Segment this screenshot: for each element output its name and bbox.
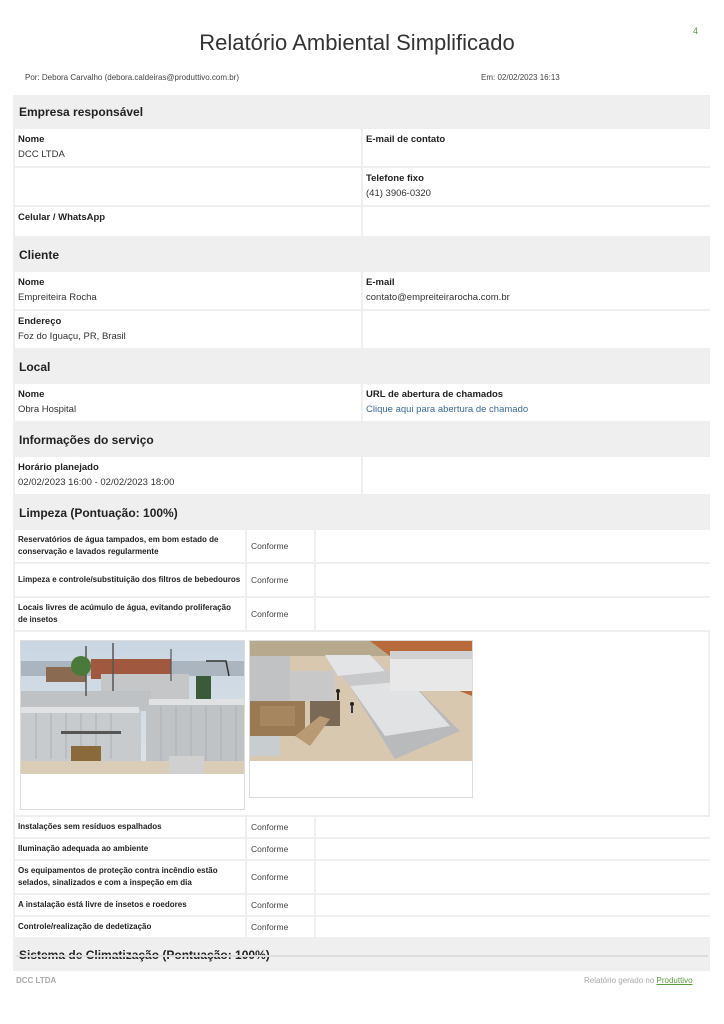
cliente-grid (15, 272, 708, 348)
produttivo-link[interactable]: Produttivo (656, 976, 693, 985)
empresa-empty-cell (15, 168, 361, 205)
field-value: contato@empreiteirarocha.com.br (366, 292, 510, 303)
empresa-telefone-cell (363, 168, 710, 205)
checklist-answer: Conforme (247, 839, 314, 859)
cliente-empty-cell (363, 311, 710, 348)
checklist-question: A instalação está livre de insetos e roedores (15, 895, 245, 915)
checklist-answer: Conforme (247, 817, 314, 837)
checklist-question: Iluminação adequada ao ambiente (15, 839, 245, 859)
page-number: 4 (693, 26, 699, 36)
generated-at: Em: 02/02/2023 16:13 (481, 73, 560, 82)
local-grid (15, 384, 708, 421)
checklist-notes (316, 598, 712, 630)
field-label: Endereço (18, 316, 62, 327)
checklist-answer: Conforme (247, 598, 314, 630)
field-value: DCC LTDA (18, 149, 65, 160)
local-nome-cell (15, 384, 361, 421)
field-label: URL de abertura de chamados (366, 389, 504, 400)
checklist-row (15, 895, 708, 915)
photo-gallery (15, 632, 708, 815)
checklist-notes (316, 530, 712, 562)
empresa-grid (15, 129, 708, 236)
field-label: Celular / WhatsApp (18, 212, 106, 223)
checklist-row (15, 530, 708, 562)
field-label: Nome (18, 277, 45, 288)
construction-site-photo (250, 641, 472, 761)
checklist-question: Limpeza e controle/substituição dos filtros de bebedouros (15, 564, 245, 596)
field-value: Empreiteira Rocha (18, 292, 97, 303)
section-header-local: Local (15, 350, 708, 384)
footer-generated-text: Relatório gerado no (584, 976, 657, 985)
checklist-question: Locais livres de acúmulo de água, evitando proliferação de insetos (15, 598, 245, 630)
checklist-answer: Conforme (247, 861, 314, 893)
servico-empty-cell (363, 457, 710, 494)
checklist-notes (316, 895, 712, 915)
empresa-nome-cell (15, 129, 361, 166)
footer-company: DCC LTDA (16, 976, 57, 985)
field-label: E-mail (366, 277, 395, 288)
cliente-endereco-cell (15, 311, 361, 348)
field-label: Telefone fixo (366, 173, 424, 184)
field-label: E-mail de contato (366, 134, 446, 145)
empresa-celular-cell (15, 207, 361, 236)
report-title: Relatório Ambiental Simplificado (199, 30, 515, 55)
footer-generated-by (584, 976, 693, 985)
photo-thumbnail-1[interactable] (20, 640, 245, 810)
field-label: Nome (18, 389, 45, 400)
checklist-answer: Conforme (247, 895, 314, 915)
checklist-question: Controle/realização de dedetização (15, 917, 245, 937)
field-value: Obra Hospital (18, 404, 77, 415)
checklist-row (15, 839, 708, 859)
field-label: Horário planejado (18, 462, 99, 473)
field-value: (41) 3906-0320 (366, 188, 431, 199)
footer-divider (16, 955, 708, 957)
servico-grid (15, 457, 708, 494)
empresa-empty-cell (363, 207, 710, 236)
author-line: Por: Debora Carvalho (debora.caldeiras@produttivo.com.br) (25, 73, 239, 82)
checklist-answer: Conforme (247, 530, 314, 562)
checklist-question: Os equipamentos de proteção contra incêndio estão selados, sinalizados e com a inspeção em dia (15, 861, 245, 893)
checklist-question: Reservatórios de água tampados, em bom estado de conservação e lavados regularmente (15, 530, 245, 562)
field-value: 02/02/2023 16:00 - 02/02/2023 18:00 (18, 477, 175, 488)
checklist-question: Instalações sem resíduos espalhados (15, 817, 245, 837)
cliente-nome-cell (15, 272, 361, 309)
checklist-notes (316, 917, 712, 937)
section-header-servico: Informações do serviço (15, 423, 708, 457)
section-header-limpeza: Limpeza (Pontuação: 100%) (15, 496, 708, 530)
containers-photo (21, 641, 244, 774)
checklist-notes (316, 861, 712, 893)
empresa-email-cell (363, 129, 710, 166)
report-body (13, 95, 710, 971)
section-header-cliente: Cliente (15, 238, 708, 272)
checklist-notes (316, 817, 712, 837)
photo-thumbnail-2[interactable] (249, 640, 473, 798)
checklist-row (15, 598, 708, 630)
checklist-notes (316, 839, 712, 859)
checklist-row (15, 861, 708, 893)
local-url-cell (363, 384, 710, 421)
checklist-row (15, 817, 708, 837)
checklist-row (15, 564, 708, 596)
checklist-answer: Conforme (247, 564, 314, 596)
checklist-row (15, 917, 708, 937)
field-value: Foz do Iguaçu, PR, Brasil (18, 331, 126, 342)
cliente-email-cell (363, 272, 710, 309)
open-ticket-link[interactable]: Clique aqui para abertura de chamado (366, 404, 529, 415)
checklist-notes (316, 564, 712, 596)
checklist-answer: Conforme (247, 917, 314, 937)
section-header-empresa: Empresa responsável (15, 95, 708, 129)
servico-horario-cell (15, 457, 361, 494)
field-label: Nome (18, 134, 45, 145)
